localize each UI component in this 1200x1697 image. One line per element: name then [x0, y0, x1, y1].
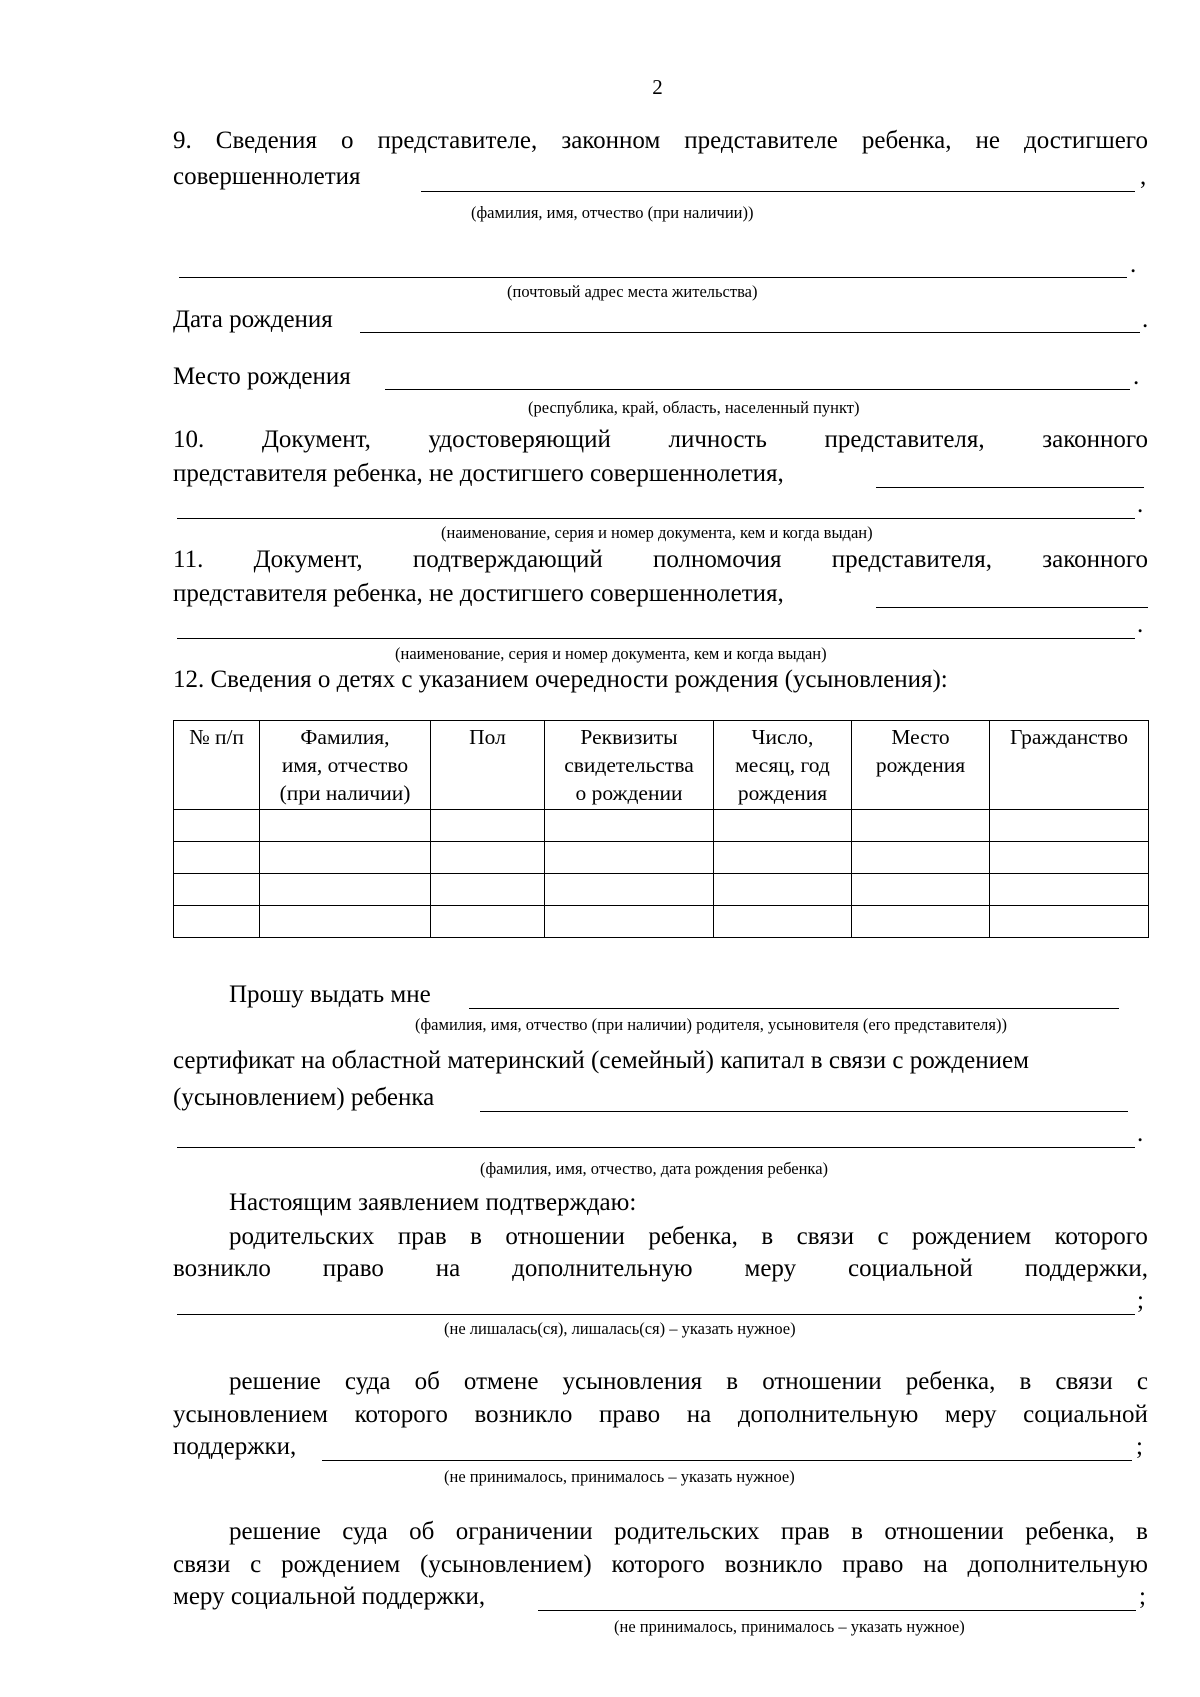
- word: представителя,: [824, 426, 985, 453]
- table-cell[interactable]: [431, 874, 545, 906]
- word: ребенка,: [1025, 1518, 1115, 1545]
- table-cell[interactable]: [174, 906, 260, 938]
- word: дополнительную: [512, 1255, 693, 1282]
- header-line: Гражданство: [1010, 725, 1128, 749]
- table-row: [174, 906, 1149, 938]
- word: представителе: [684, 127, 838, 154]
- confirm-p3-line2: [173, 1550, 1148, 1580]
- word: об: [414, 1368, 440, 1395]
- request-line2: сертификат на областной материнский (семейный) капитал в связи с рождением: [173, 1047, 1029, 1074]
- word: дополнительную: [967, 1551, 1148, 1578]
- word: Документ,: [253, 546, 363, 573]
- word: отмене: [463, 1368, 539, 1395]
- header-line: о рождении: [575, 781, 683, 805]
- word: усыновлением: [173, 1401, 328, 1428]
- adoption-cancel-field[interactable]: [322, 1460, 1132, 1461]
- table-cell[interactable]: [852, 874, 990, 906]
- request-line3: (усыновлением) ребенка: [173, 1084, 435, 1111]
- word: отношении: [762, 1368, 882, 1395]
- section9-line2-comma: ,: [1140, 163, 1147, 190]
- word: которого: [354, 1401, 448, 1428]
- word: представителя,: [831, 546, 992, 573]
- section10-field-end[interactable]: [876, 487, 1144, 488]
- word: решение: [229, 1518, 321, 1545]
- word: о: [340, 127, 354, 154]
- word: суда: [344, 1368, 391, 1395]
- table-cell[interactable]: [545, 842, 714, 874]
- confirm-intro: Настоящим заявлением подтверждаю:: [229, 1189, 637, 1216]
- table-cell[interactable]: [545, 906, 714, 938]
- word: в: [1136, 1518, 1148, 1545]
- header-line: рождения: [875, 753, 966, 777]
- applicant-fio-field[interactable]: [469, 1008, 1119, 1009]
- header-line: Число,: [751, 725, 814, 749]
- table-cell[interactable]: [990, 906, 1149, 938]
- table-cell[interactable]: [174, 874, 260, 906]
- word: меру: [744, 1255, 797, 1282]
- header-line: рождения: [737, 781, 828, 805]
- table-cell[interactable]: [431, 842, 545, 874]
- table-cell[interactable]: [852, 842, 990, 874]
- children-table: [173, 720, 1149, 938]
- word: удостоверяющий: [428, 426, 611, 453]
- word: прав: [397, 1223, 447, 1250]
- col-number-header: [174, 721, 260, 810]
- col-birthplace-header: [852, 721, 990, 810]
- header-line: Фамилия,: [300, 725, 390, 749]
- table-row: [174, 810, 1149, 842]
- word: на: [923, 1551, 948, 1578]
- word: возникло: [474, 1401, 573, 1428]
- word: в: [726, 1368, 739, 1395]
- child-info-field[interactable]: [480, 1111, 1128, 1112]
- birth-place-end: .: [1133, 363, 1140, 390]
- table-cell[interactable]: [545, 810, 714, 842]
- birth-date-field[interactable]: [360, 332, 1140, 333]
- section10-end: .: [1137, 491, 1144, 518]
- table-cell[interactable]: [990, 842, 1149, 874]
- word: ребенка,: [905, 1368, 996, 1395]
- header-line: свидетельства: [564, 753, 694, 777]
- caption-address: (почтовый адрес места жительства): [507, 282, 758, 301]
- confirm-p1-caption: (не лишалась(ся), лишалась(ся) – указать нужное): [444, 1319, 796, 1338]
- table-cell[interactable]: [852, 810, 990, 842]
- word: связи: [173, 1551, 231, 1578]
- word: законного: [1042, 546, 1148, 573]
- header-line: Пол: [469, 725, 506, 749]
- confirm-p1-line1: [229, 1222, 1148, 1252]
- header-line: Место: [891, 725, 950, 749]
- address-field[interactable]: [179, 277, 1127, 278]
- word: связи: [796, 1223, 854, 1250]
- birth-place-label: Место рождения: [173, 363, 351, 390]
- caption-fio: (фамилия, имя, отчество (при наличии)): [471, 203, 754, 222]
- word: полномочия: [652, 546, 782, 573]
- confirm-p3-end: ;: [1139, 1583, 1146, 1610]
- table-cell[interactable]: [990, 874, 1149, 906]
- birth-date-label: Дата рождения: [173, 306, 333, 333]
- confirm-p2-line2: [173, 1400, 1148, 1430]
- request-line1: Прошу выдать мне: [229, 981, 431, 1008]
- word: 10.: [173, 426, 205, 453]
- table-cell[interactable]: [714, 842, 852, 874]
- address-end: .: [1130, 251, 1137, 278]
- word: родительских: [229, 1223, 375, 1250]
- word: возникло: [173, 1255, 271, 1282]
- table-cell[interactable]: [714, 906, 852, 938]
- word: дополнительную: [737, 1401, 919, 1428]
- parental-rights-field[interactable]: [177, 1314, 1135, 1315]
- section11-caption: (наименование, серия и номер документа, кем и когда выдан): [395, 644, 827, 663]
- caption-place: (республика, край, область, населенный пункт): [528, 398, 860, 417]
- header-line: месяц, год: [735, 753, 830, 777]
- request-caption2: (фамилия, имя, отчество, дата рождения ребенка): [480, 1159, 829, 1178]
- table-cell[interactable]: [260, 810, 431, 842]
- section9-line2-label: совершеннолетия: [173, 163, 361, 190]
- header-line: Реквизиты: [580, 725, 678, 749]
- word: в: [470, 1223, 482, 1250]
- section10-line2: представителя ребенка, не достигшего совершеннолетия,: [173, 460, 784, 487]
- word: в: [761, 1223, 774, 1250]
- word: которого: [1054, 1223, 1148, 1250]
- col-citizenship-header: [990, 721, 1149, 810]
- representative-fio-field[interactable]: [421, 191, 1135, 192]
- section9-line1: [173, 126, 1148, 156]
- word: представителе,: [377, 127, 538, 154]
- word: право: [599, 1401, 661, 1428]
- section11-end: .: [1137, 611, 1144, 638]
- section10-caption: (наименование, серия и номер документа, кем и когда выдан): [441, 523, 873, 542]
- word: с: [250, 1551, 262, 1578]
- word: право: [842, 1551, 904, 1578]
- page-number: 2: [652, 75, 663, 99]
- word: отношении: [884, 1518, 1004, 1545]
- table-cell[interactable]: [174, 842, 260, 874]
- header-line: (при наличии): [279, 781, 411, 805]
- word: ограничении: [455, 1518, 593, 1545]
- table-cell[interactable]: [431, 810, 545, 842]
- table-cell[interactable]: [260, 874, 431, 906]
- word: социальной: [848, 1255, 973, 1282]
- header-line: № п/п: [189, 725, 244, 749]
- table-row: [174, 874, 1149, 906]
- word: ребенка,: [861, 127, 952, 154]
- table-cell[interactable]: [852, 906, 990, 938]
- confirm-p1-line2: [173, 1254, 1148, 1284]
- table-cell[interactable]: [174, 810, 260, 842]
- confirm-p3-caption: (не принималось, принималось – указать нужное): [614, 1617, 965, 1636]
- identity-document-field[interactable]: [177, 518, 1135, 519]
- section12-title: 12. Сведения о детях с указанием очередности рождения (усыновления):: [173, 666, 948, 693]
- word: законного: [1042, 426, 1148, 453]
- confirm-p2-end: ;: [1136, 1433, 1143, 1460]
- table-header-row: [174, 721, 1149, 810]
- word: меру: [944, 1401, 997, 1428]
- word: рождением: [281, 1551, 401, 1578]
- birth-place-field[interactable]: [385, 389, 1130, 390]
- section10-line1: [173, 425, 1148, 455]
- word: прав: [780, 1518, 830, 1545]
- table-row: [174, 842, 1149, 874]
- word: 11.: [173, 546, 204, 573]
- word: возникло: [724, 1551, 823, 1578]
- confirm-p3-line1: [229, 1517, 1148, 1547]
- word: достигшего: [1023, 127, 1148, 154]
- word: (усыновлением): [420, 1551, 592, 1578]
- word: Сведения: [215, 127, 317, 154]
- word: об: [409, 1518, 435, 1545]
- table-cell[interactable]: [431, 906, 545, 938]
- request-caption1: (фамилия, имя, отчество (при наличии) родителя, усыновителя (его представителя)): [415, 1015, 1007, 1034]
- col-fio-header: [260, 721, 431, 810]
- authority-document-field[interactable]: [177, 638, 1135, 639]
- birth-date-end: .: [1142, 306, 1149, 333]
- table-cell[interactable]: [714, 810, 852, 842]
- confirm-p3-line3: меру социальной поддержки,: [173, 1583, 486, 1610]
- word: не: [975, 127, 1000, 154]
- request-end: .: [1137, 1120, 1144, 1147]
- confirm-p2-line1: [229, 1367, 1148, 1397]
- section11-line1: [173, 545, 1148, 575]
- header-line: имя, отчество: [281, 753, 409, 777]
- word: социальной: [1023, 1401, 1148, 1428]
- confirm-p1-end: ;: [1137, 1287, 1144, 1314]
- confirm-p2-line3: поддержки,: [173, 1433, 297, 1460]
- col-birthdate-header: [714, 721, 852, 810]
- word: в: [1019, 1368, 1032, 1395]
- section11-line2: представителя ребенка, не достигшего совершеннолетия,: [173, 580, 784, 607]
- word: поддержки,: [1024, 1255, 1148, 1282]
- child-info-field-2[interactable]: [177, 1147, 1135, 1148]
- word: законном: [561, 127, 661, 154]
- col-certificate-header: [545, 721, 714, 810]
- table-cell[interactable]: [545, 874, 714, 906]
- section11-field-end[interactable]: [876, 607, 1148, 608]
- word: родительских: [614, 1518, 760, 1545]
- table-cell[interactable]: [714, 874, 852, 906]
- word: с: [877, 1223, 889, 1250]
- table-cell[interactable]: [260, 842, 431, 874]
- word: право: [322, 1255, 384, 1282]
- word: отношении: [505, 1223, 625, 1250]
- word: Документ,: [261, 426, 371, 453]
- table-cell[interactable]: [260, 906, 431, 938]
- word: подтверждающий: [412, 546, 603, 573]
- word: 9.: [173, 127, 192, 154]
- word: ребенка,: [648, 1223, 738, 1250]
- table-cell[interactable]: [990, 810, 1149, 842]
- word: на: [686, 1401, 712, 1428]
- word: связи: [1055, 1368, 1113, 1395]
- word: которого: [611, 1551, 705, 1578]
- col-sex-header: [431, 721, 545, 810]
- word: на: [435, 1255, 461, 1282]
- confirm-p2-caption: (не принималось, принималось – указать нужное): [444, 1467, 795, 1486]
- word: рождением: [912, 1223, 1032, 1250]
- word: с: [1136, 1368, 1148, 1395]
- word: личность: [668, 426, 767, 453]
- word: в: [851, 1518, 863, 1545]
- word: усыновления: [562, 1368, 703, 1395]
- rights-restriction-field[interactable]: [538, 1610, 1136, 1611]
- word: суда: [342, 1518, 388, 1545]
- word: решение: [229, 1368, 321, 1395]
